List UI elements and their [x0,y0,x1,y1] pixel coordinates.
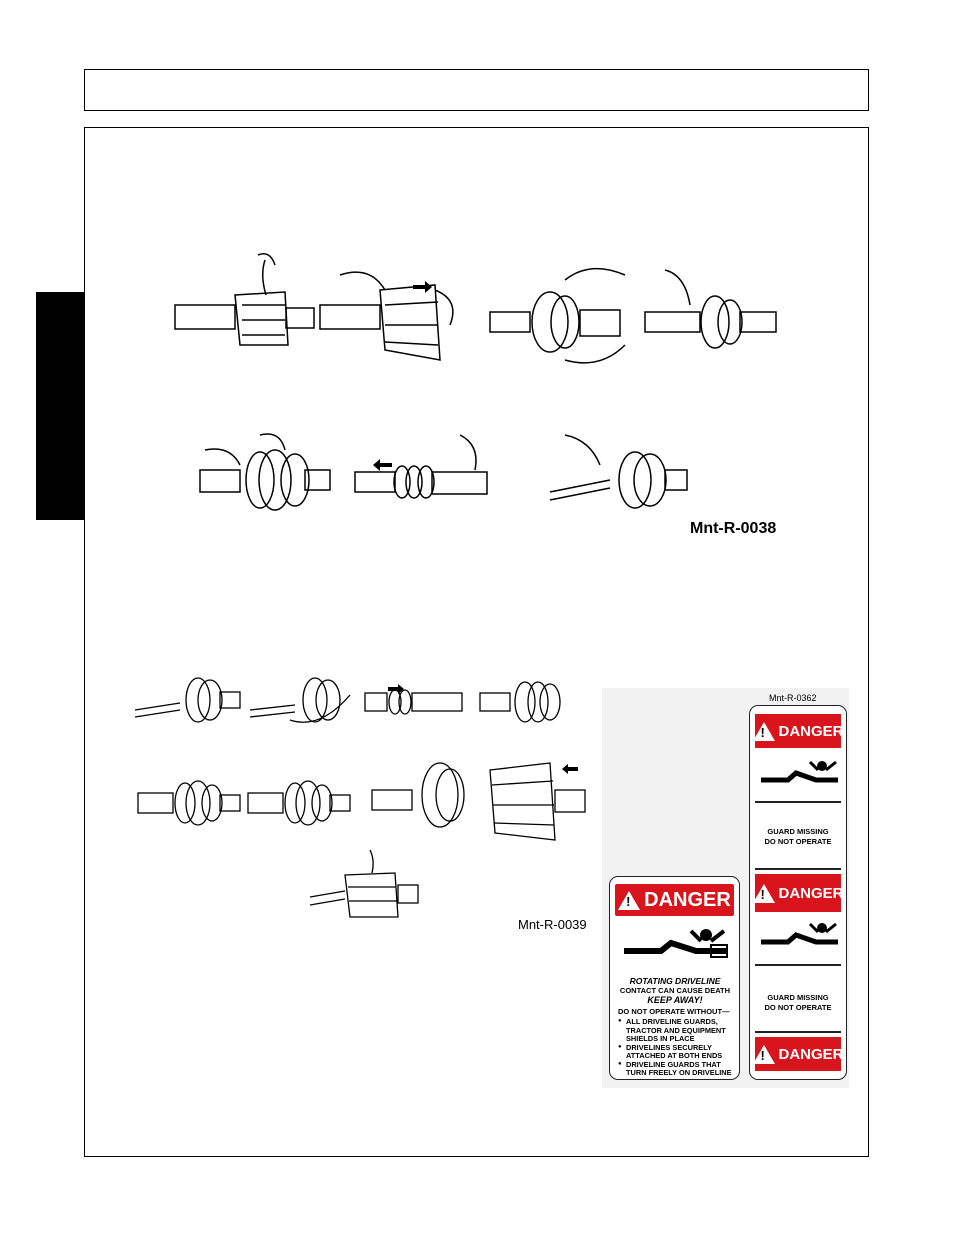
decal-bullet: ● ALL DRIVELINE GUARDS, TRACTOR AND EQUIPMENT SHIELDS IN PLACE [618,1018,736,1044]
danger-word: DANGER [778,884,844,902]
decal-line-3: KEEP AWAY! [647,995,703,1005]
danger-decal-guard-missing [749,705,847,1080]
decal-line-2: CONTACT CAN CAUSE DEATH [619,986,731,995]
decal-message-line-1: GUARD MISSING [767,993,829,1002]
decal-divider [755,801,841,803]
figure-caption-bottom: Mnt-R-0039 [518,917,587,932]
decal-message-line-1: GUARD MISSING [767,827,829,836]
decal-headline: ROTATING DRIVELINE [629,976,721,986]
decal-line-4: DO NOT OPERATE WITHOUT— [618,1007,730,1016]
decal-divider [755,1031,841,1033]
decal-bullet: ● DRIVELINES SECURELY ATTACHED AT BOTH ENDS [618,1044,736,1061]
warning-triangle-icon: ! [753,722,775,741]
decal-bullet-list [618,1018,736,1078]
danger-word: DANGER [644,888,731,911]
danger-word: DANGER [778,1045,844,1063]
decal-message-line-2: DO NOT OPERATE [764,837,832,846]
danger-decal-rotating-driveline [609,876,740,1080]
decal-divider [755,964,841,966]
driveline-guard-assembly-illustration [130,655,600,930]
section-side-tab [36,292,84,520]
danger-banner-1 [755,714,844,748]
warning-triangle-icon: ! [618,891,640,910]
danger-banner-2 [755,874,844,912]
driveline-entanglement-pictogram-icon [756,756,842,796]
driveline-entanglement-pictogram-icon [616,921,734,971]
decal-message-line-2: DO NOT OPERATE [764,1003,832,1012]
driveline-guard-removal-illustration [170,250,790,520]
danger-word: DANGER [778,722,844,740]
danger-banner [615,884,734,916]
page-header-box [84,69,869,111]
warning-triangle-icon: ! [753,1045,775,1064]
decal-caption: Mnt-R-0362 [769,693,817,703]
figure-caption-top: Mnt-R-0038 [690,520,777,537]
decal-divider [755,868,841,870]
danger-banner-3 [755,1037,844,1071]
driveline-entanglement-pictogram-icon [756,918,842,958]
warning-triangle-icon: ! [753,884,775,903]
decal-bullet: ● DRIVELINE GUARDS THAT TURN FREELY ON DRIVELINE [618,1061,736,1078]
